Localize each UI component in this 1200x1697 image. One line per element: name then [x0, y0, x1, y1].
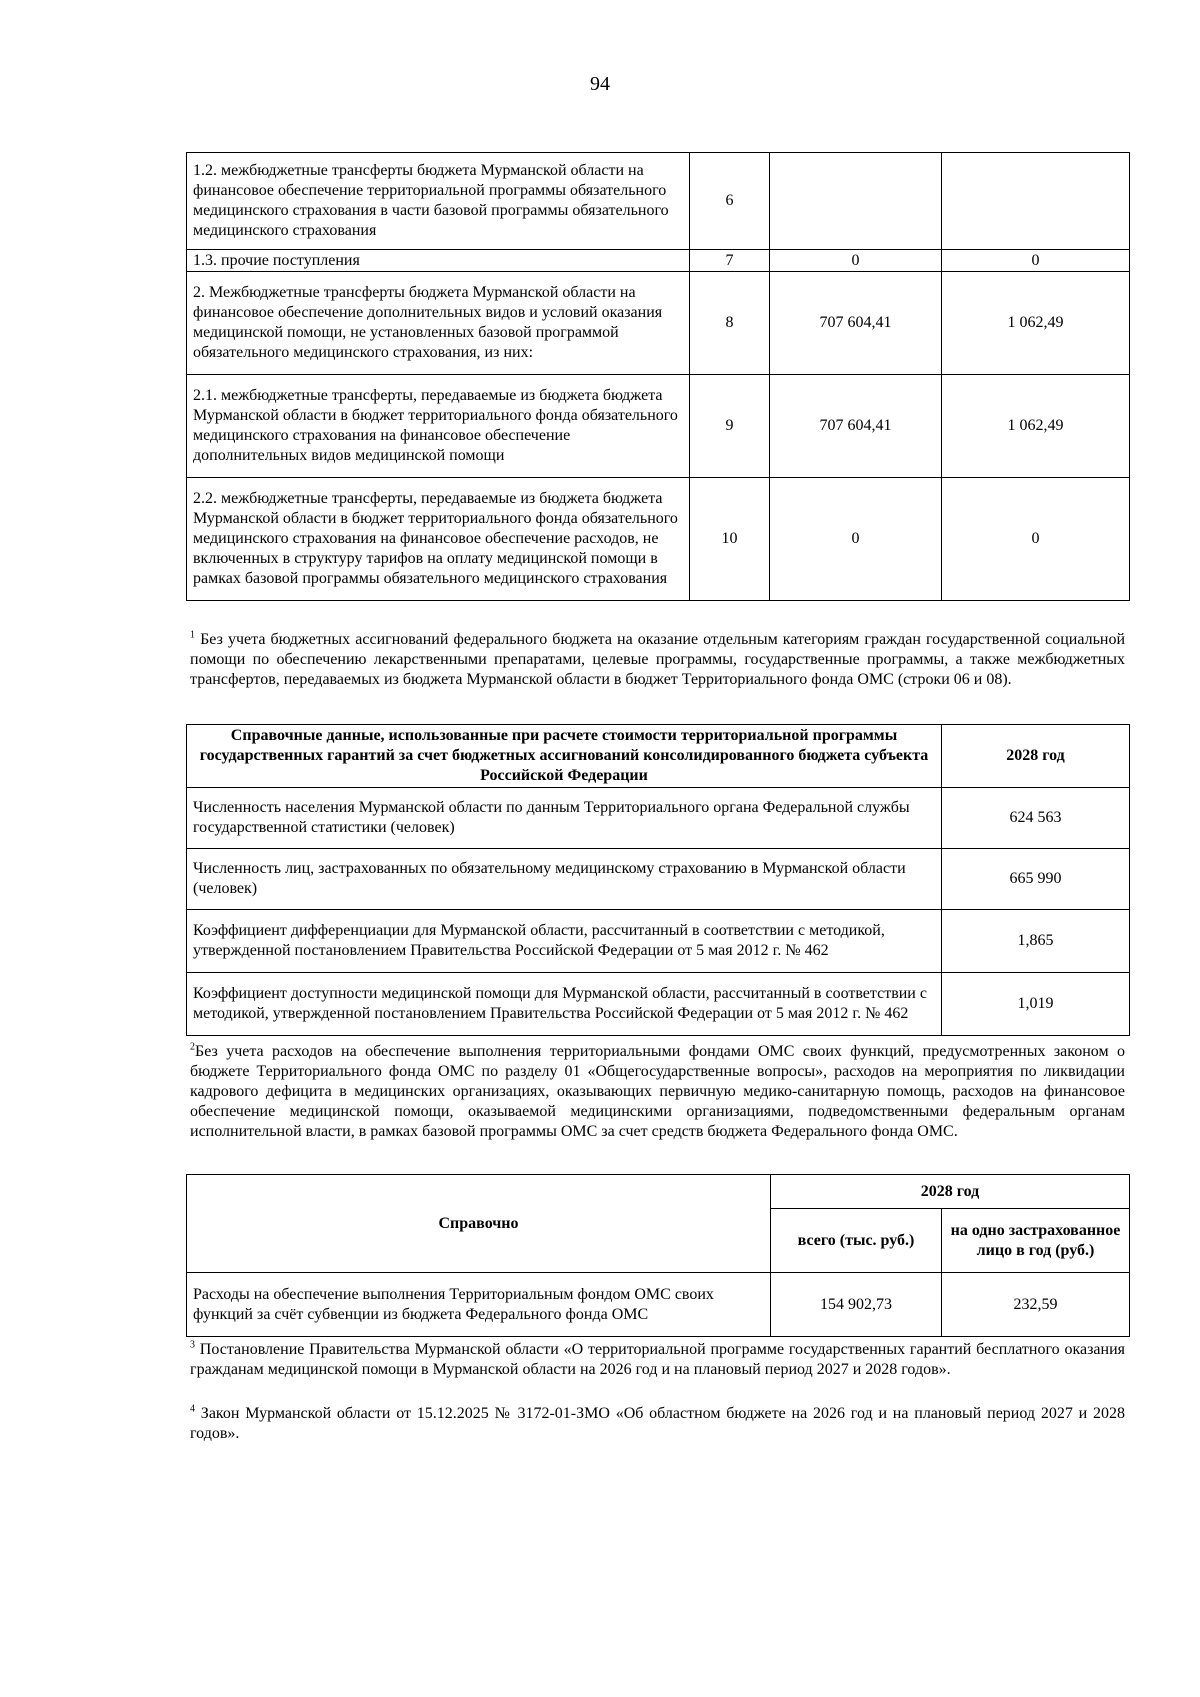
row-line-number: 6	[690, 153, 770, 250]
table-header-row	[187, 1175, 1130, 1209]
row-value-total: 707 604,41	[770, 375, 942, 478]
reference-expenses-table	[186, 1174, 1130, 1337]
table-header-label: Справочно	[187, 1175, 771, 1273]
row-value-per-capita: 0	[942, 478, 1130, 601]
row-line-number: 8	[690, 272, 770, 375]
row-label: Коэффициент дифференциации для Мурманской области, рассчитанный в соответствии с методикой, утвержденной постановлением Правительства Российской Федерации от 5 мая 2012 г. № 462	[187, 910, 942, 973]
reference-data-table	[186, 724, 1130, 1036]
table-row	[187, 272, 1130, 375]
row-label: Расходы на обеспечение выполнения Территориальным фондом ОМС своих функций за счёт субвенции из бюджета Федерального фонда ОМС	[187, 1273, 771, 1337]
table-row	[187, 153, 1130, 250]
row-value-per-capita	[942, 153, 1130, 250]
footnote-text: Без учета бюджетных ассигнований федерального бюджета на оказание отдельным категориям граждан государственной социальной помощи по обеспечению лекарственными препаратами, целевые программы, государственные программы, а также межбюджетных трансфертов, передаваемых из бюджета Мурманской области в бюджет Территориального фонда ОМС (строки 06 и 08).	[190, 631, 1125, 688]
footnote-mark: 3	[190, 1339, 195, 1351]
table-subheader-per-insured: на одно застрахованное лицо в год (руб.)	[942, 1209, 1130, 1273]
row-value: 1,865	[942, 910, 1130, 973]
table-row	[187, 1273, 1130, 1337]
row-label: 1.3. прочие поступления	[187, 250, 690, 272]
footnote-text: Постановление Правительства Мурманской области «О территориальной программе государственных гарантий бесплатного оказания гражданам медицинской помощи в Мурманской области на 2026 год и на плановый период 2027 и 2028 годов».	[190, 1341, 1125, 1378]
row-value-per-capita: 1 062,49	[942, 375, 1130, 478]
table-subheader-total: всего (тыс. руб.)	[771, 1209, 942, 1273]
row-label: 2. Межбюджетные трансферты бюджета Мурманской области на финансовое обеспечение дополнительных видов и условий оказания медицинской помощи, не установленных базовой программой обязательного медицинского страхования, из них:	[187, 272, 690, 375]
table-row	[187, 849, 1130, 910]
table-row	[187, 375, 1130, 478]
row-label: Численность лиц, застрахованных по обязательному медицинскому страхованию в Мурманской области (человек)	[187, 849, 942, 910]
row-value: 665 990	[942, 849, 1130, 910]
footnote-mark: 1	[190, 629, 195, 641]
row-line-number: 10	[690, 478, 770, 601]
row-value-total: 0	[770, 478, 942, 601]
page-number: 94	[590, 73, 610, 95]
table-header-year: 2028 год	[942, 725, 1130, 788]
row-label: 2.2. межбюджетные трансферты, передаваемые из бюджета бюджета Мурманской области в бюджет территориального фонда обязательного медицинского страхования на финансовое обеспечение расходов, не включенных в структуру тарифов на оплату медицинской помощи в рамках базовой программы обязательного медицинского страхования	[187, 478, 690, 601]
row-label: Коэффициент доступности медицинской помощи для Мурманской области, рассчитанный в соответствии с методикой, утвержденной постановлением Правительства Российской Федерации от 5 мая 2012 г. № 462	[187, 973, 942, 1036]
footnote-1	[190, 630, 1125, 690]
table-row	[187, 973, 1130, 1036]
row-label: 2.1. межбюджетные трансферты, передаваемые из бюджета бюджета Мурманской области в бюджет территориального фонда обязательного медицинского страхования на финансовое обеспечение дополнительных видов медицинской помощи	[187, 375, 690, 478]
table-header-label: Справочные данные, использованные при расчете стоимости территориальной программы государственных гарантий за счет бюджетных ассигнований консолидированного бюджета субъекта Российской Федерации	[187, 725, 942, 788]
row-value: 1,019	[942, 973, 1130, 1036]
budget-table	[186, 152, 1130, 601]
footnote-mark: 4	[190, 1403, 195, 1415]
row-value: 624 563	[942, 788, 1130, 849]
row-label: Численность населения Мурманской области по данным Территориального органа Федеральной службы государственной статистики (человек)	[187, 788, 942, 849]
row-value-total	[770, 153, 942, 250]
table-row	[187, 788, 1130, 849]
footnote-2	[190, 1042, 1125, 1142]
table-row	[187, 910, 1130, 973]
table-row	[187, 478, 1130, 601]
row-value-per-capita: 0	[942, 250, 1130, 272]
footnote-text: Без учета расходов на обеспечение выполнения территориальными фондами ОМС своих функций, предусмотренных законом о бюджете Территориального фонда ОМС по разделу 01 «Общегосударственные вопросы», расходов на мероприятия по ликвидации кадрового дефицита в медицинских организациях, оказывающих первичную медико-санитарную помощь, расходов на финансовое обеспечение медицинской помощи, оказываемой медицинскими организациями, подведомственными федеральным органам исполнительной власти, в рамках базовой программы ОМС за счет средств бюджета Федерального фонда ОМС.	[190, 1043, 1125, 1140]
row-value-per-capita: 1 062,49	[942, 272, 1130, 375]
footnote-3	[190, 1340, 1125, 1380]
row-value-total: 0	[770, 250, 942, 272]
row-line-number: 9	[690, 375, 770, 478]
footnote-text: Закон Мурманской области от 15.12.2025 № 3172-01-ЗМО «Об областном бюджете на 2026 год и на плановый период 2027 и 2028 годов».	[190, 1405, 1125, 1442]
table-row	[187, 250, 1130, 272]
row-label: 1.2. межбюджетные трансферты бюджета Мурманской области на финансовое обеспечение территориальной программы обязательного медицинского страхования в части базовой программы обязательного медицинского страхования	[187, 153, 690, 250]
row-value-total: 154 902,73	[771, 1273, 942, 1337]
table-header-year: 2028 год	[771, 1175, 1130, 1209]
row-value-total: 707 604,41	[770, 272, 942, 375]
footnote-4	[190, 1404, 1125, 1444]
row-line-number: 7	[690, 250, 770, 272]
table-header-row	[187, 725, 1130, 788]
footnote-mark: 2	[190, 1041, 195, 1053]
row-value-per-insured: 232,59	[942, 1273, 1130, 1337]
